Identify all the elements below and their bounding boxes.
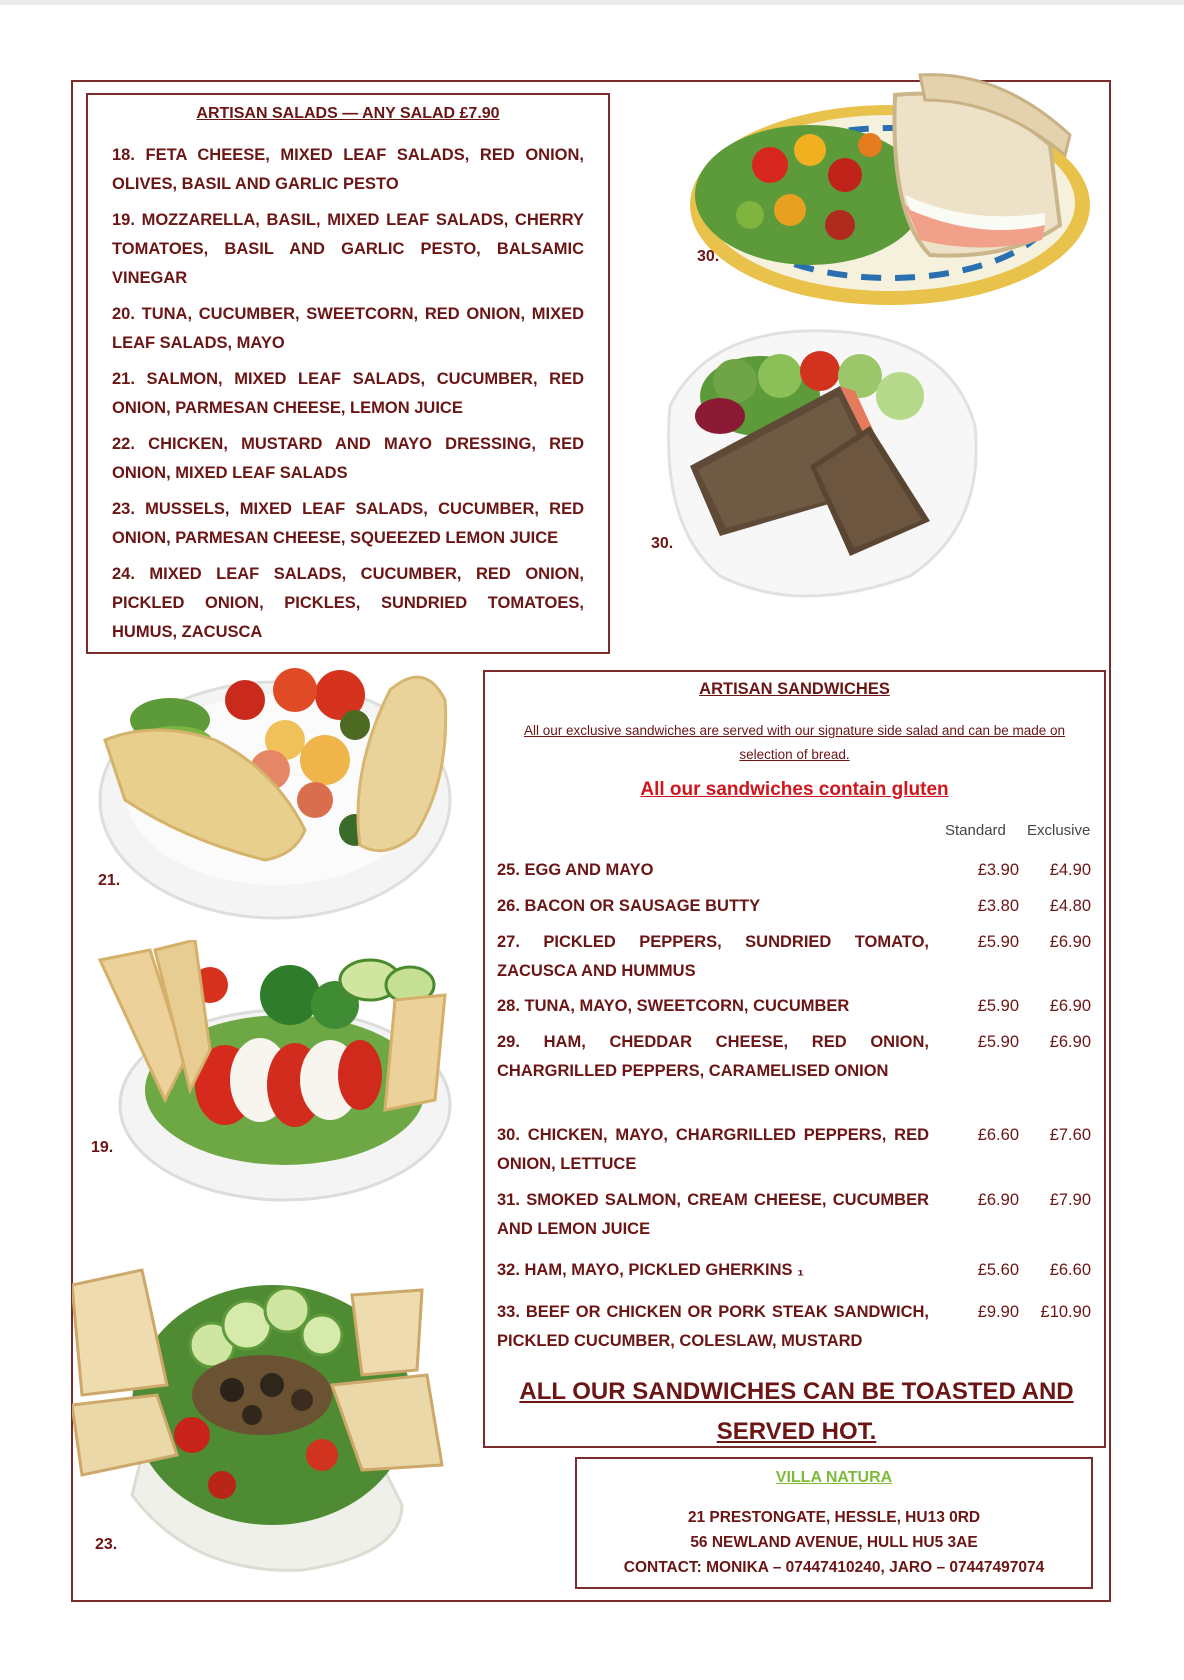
salad-item-20: 20. TUNA, CUCUMBER, SWEETCORN, RED ONION, MIXED LEAF SALADS, MAYO: [112, 305, 584, 352]
price-exclusive: £7.90: [1049, 1191, 1091, 1209]
price-standard: £5.60: [977, 1261, 1019, 1279]
contact-box: [575, 1457, 1093, 1589]
salad-item-23: 23. MUSSELS, MIXED LEAF SALADS, CUCUMBER, RED ONION, PARMESAN CHEESE, SQUEEZED LEMON JUICE: [112, 500, 584, 547]
price-standard: £3.80: [977, 897, 1019, 915]
sandwiches-heading: ARTISAN SANDWICHES: [699, 680, 890, 698]
sandwich-name: 27. PICKLED PEPPERS, SUNDRIED TOMATO, ZACUSCA AND HUMMUS: [497, 933, 929, 980]
price-exclusive: £6.90: [1049, 933, 1091, 951]
price-standard: £5.90: [977, 997, 1019, 1015]
contact-phones: CONTACT: MONIKA – 07447410240, JARO – 07447497074: [623, 1559, 1045, 1576]
sandwich-name: 32. HAM, MAYO, PICKLED GHERKINS ₁: [497, 1261, 804, 1279]
photo-sandwich-salad-plate: [680, 55, 1090, 315]
salad-item-24: 24. MIXED LEAF SALADS, CUCUMBER, RED ONION, PICKLED ONION, PICKLES, SUNDRIED TOMATOES, HUMUS, ZACUSCA: [112, 565, 584, 641]
price-standard: £6.60: [977, 1126, 1019, 1144]
sandwich-name: 26. BACON OR SAUSAGE BUTTY: [497, 897, 761, 915]
sandwiches-intro: All our exclusive sandwiches are served with our signature side salad and can be made on selection of bread.: [523, 723, 1066, 762]
sandwich-name: 30. CHICKEN, MAYO, CHARGRILLED PEPPERS, RED ONION, LETTUCE: [497, 1126, 929, 1173]
price-exclusive: £7.60: [1049, 1126, 1091, 1144]
photo-label: 30.: [651, 535, 674, 552]
photo-salad-23: [72, 1225, 452, 1580]
photo-brown-bread-sandwich: [650, 316, 985, 606]
price-exclusive: £6.90: [1049, 997, 1091, 1015]
price-standard: £3.90: [977, 861, 1019, 879]
photo-label: 19.: [91, 1139, 114, 1156]
photo-label: 21.: [98, 872, 121, 889]
gluten-notice: All our sandwiches contain gluten: [640, 779, 949, 800]
price-standard: £5.90: [977, 933, 1019, 951]
price-exclusive: £10.90: [1040, 1303, 1091, 1321]
salads-section: [86, 93, 610, 654]
salads-heading: ARTISAN SALADS — ANY SALAD £7.90: [196, 105, 500, 122]
sandwich-name: 29. HAM, CHEDDAR CHEESE, RED ONION, CHARGRILLED PEPPERS, CARAMELISED ONION: [497, 1033, 929, 1080]
price-exclusive: £6.90: [1049, 1033, 1091, 1051]
toasted-notice-line1: ALL OUR SANDWICHES CAN BE TOASTED AND: [519, 1378, 1074, 1405]
price-standard: £9.90: [977, 1303, 1019, 1321]
price-exclusive: £4.90: [1049, 861, 1091, 879]
toasted-notice: [485, 1372, 1108, 1452]
sandwich-name: 28. TUNA, MAYO, SWEETCORN, CUCUMBER: [497, 997, 850, 1015]
photo-salad-21: [95, 660, 470, 935]
sandwich-name: 33. BEEF OR CHICKEN OR PORK STEAK SANDWICH, PICKLED CUCUMBER, COLESLAW, MUSTARD: [497, 1303, 929, 1350]
address-line-2: 56 NEWLAND AVENUE, HULL HU5 3AE: [690, 1534, 978, 1551]
sandwich-name: 31. SMOKED SALMON, CREAM CHEESE, CUCUMBER AND LEMON JUICE: [497, 1191, 929, 1238]
salad-item-22: 22. CHICKEN, MUSTARD AND MAYO DRESSING, RED ONION, MIXED LEAF SALADS: [112, 435, 584, 482]
price-exclusive: £4.80: [1049, 897, 1091, 915]
top-border-strip: [0, 0, 1184, 5]
sandwiches-section: [483, 670, 1106, 1448]
business-name: VILLA NATURA: [775, 1469, 893, 1486]
toasted-notice-line2: SERVED HOT.: [716, 1418, 877, 1445]
salad-item-18: 18. FETA CHEESE, MIXED LEAF SALADS, RED ONION, OLIVES, BASIL AND GARLIC PESTO: [112, 146, 584, 193]
col-standard-header: Standard: [945, 822, 1006, 839]
photo-salad-19: [95, 940, 470, 1210]
price-standard: £6.90: [977, 1191, 1019, 1209]
col-exclusive-header: Exclusive: [1027, 822, 1091, 839]
price-standard: £5.90: [977, 1033, 1019, 1051]
address-line-1: 21 PRESTONGATE, HESSLE, HU13 0RD: [687, 1509, 981, 1526]
price-exclusive: £6.60: [1049, 1261, 1091, 1279]
salad-item-21: 21. SALMON, MIXED LEAF SALADS, CUCUMBER, RED ONION, PARMESAN CHEESE, LEMON JUICE: [112, 370, 584, 417]
photo-label: 23.: [95, 1536, 118, 1553]
sandwich-name: 25. EGG AND MAYO: [497, 861, 654, 879]
salad-item-19: 19. MOZZARELLA, BASIL, MIXED LEAF SALADS, CHERRY TOMATOES, BASIL AND GARLIC PESTO, BALSAMIC VINEGAR: [112, 211, 584, 287]
photo-label: 30.: [697, 248, 720, 265]
